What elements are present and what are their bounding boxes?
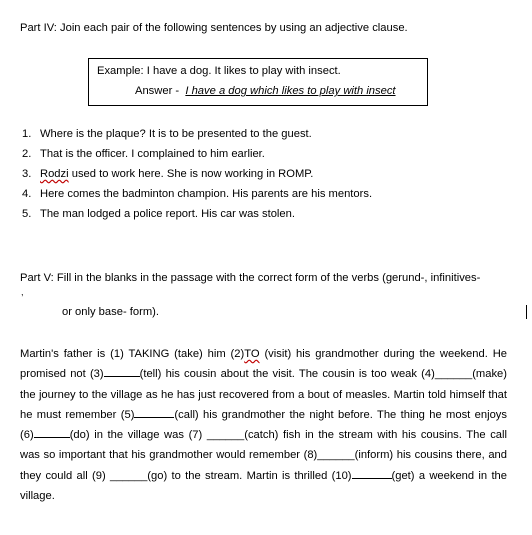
item-text-rest: used to work here. She is now working in ROMP. bbox=[71, 168, 314, 180]
passage-text: ______(inform) his cousins there, and they could all (9) ______(go) to the stream. Martin is thrilled (10) bbox=[20, 449, 507, 482]
list-item bbox=[22, 188, 522, 208]
list-item bbox=[22, 168, 522, 188]
item-text: Where is the plaque? It is to be presented to the guest. bbox=[40, 128, 312, 140]
passage-text: Martin's father is (1) TAKING (take) him (2) bbox=[20, 348, 245, 360]
passage-text: (get) a weekend in the village. bbox=[20, 469, 507, 503]
spellcheck-word: TO bbox=[244, 348, 260, 360]
part4-question-list bbox=[22, 128, 522, 228]
example-text: I have a dog. It likes to play with insect. bbox=[146, 65, 341, 77]
example-label: Example: bbox=[97, 65, 144, 77]
item-number: 2. bbox=[22, 148, 32, 160]
item-number: 3. bbox=[22, 168, 32, 180]
blank-5[interactable] bbox=[134, 407, 174, 418]
blank-10[interactable] bbox=[352, 468, 392, 479]
item-number: 1. bbox=[22, 128, 32, 140]
list-item bbox=[22, 208, 522, 228]
fill-in-passage[interactable] bbox=[20, 344, 507, 506]
answer-line bbox=[135, 85, 396, 98]
passage-text: (tell) his cousin about the visit. The cousin is too weak (4) bbox=[139, 368, 435, 381]
passage-text: ______(make) the journey to the village as he has just recovered from a bout of measles. Martin told himself that he must remember (5) bbox=[20, 368, 507, 421]
example-line bbox=[97, 65, 341, 78]
passage-text: (do) in the village was (7) ______(catch) fish in the stream with his cousins. The call was so important that his grandmother would remember (8) bbox=[20, 429, 507, 462]
item-text: That is the officer. I complained to him earlier. bbox=[40, 148, 265, 160]
item-text bbox=[40, 168, 313, 181]
item-number: 4. bbox=[22, 188, 32, 200]
example-box bbox=[88, 58, 428, 106]
spellcheck-word: Rodzi bbox=[40, 168, 69, 180]
passage-text: (visit) his grandmother during the weekend. He promised not (3) bbox=[20, 348, 508, 381]
answer-text: I have a dog which likes to play with insect bbox=[185, 85, 396, 97]
passage-text: (call) his grandmother the night before. The thing he most enjoys (6) bbox=[20, 408, 507, 442]
stray-mark: , bbox=[21, 287, 24, 297]
text-cursor bbox=[526, 305, 527, 319]
answer-label: Answer - bbox=[135, 85, 180, 97]
part4-title: Part IV: Join each pair of the following sentences by using an adjective clause. bbox=[20, 22, 408, 34]
list-item bbox=[22, 128, 522, 148]
list-item bbox=[22, 148, 522, 168]
item-text: Here comes the badminton champion. His parents are his mentors. bbox=[40, 188, 373, 200]
item-number: 5. bbox=[22, 208, 32, 220]
item-text: The man lodged a police report. His car was stolen. bbox=[40, 208, 295, 220]
part5-title-continued: or only base- form). bbox=[62, 306, 159, 318]
part5-title: Part V: Fill in the blanks in the passage with the correct form of the verbs (gerund-, infinitives- bbox=[20, 272, 481, 284]
blank-6[interactable] bbox=[34, 427, 70, 438]
blank-3[interactable] bbox=[104, 366, 140, 377]
